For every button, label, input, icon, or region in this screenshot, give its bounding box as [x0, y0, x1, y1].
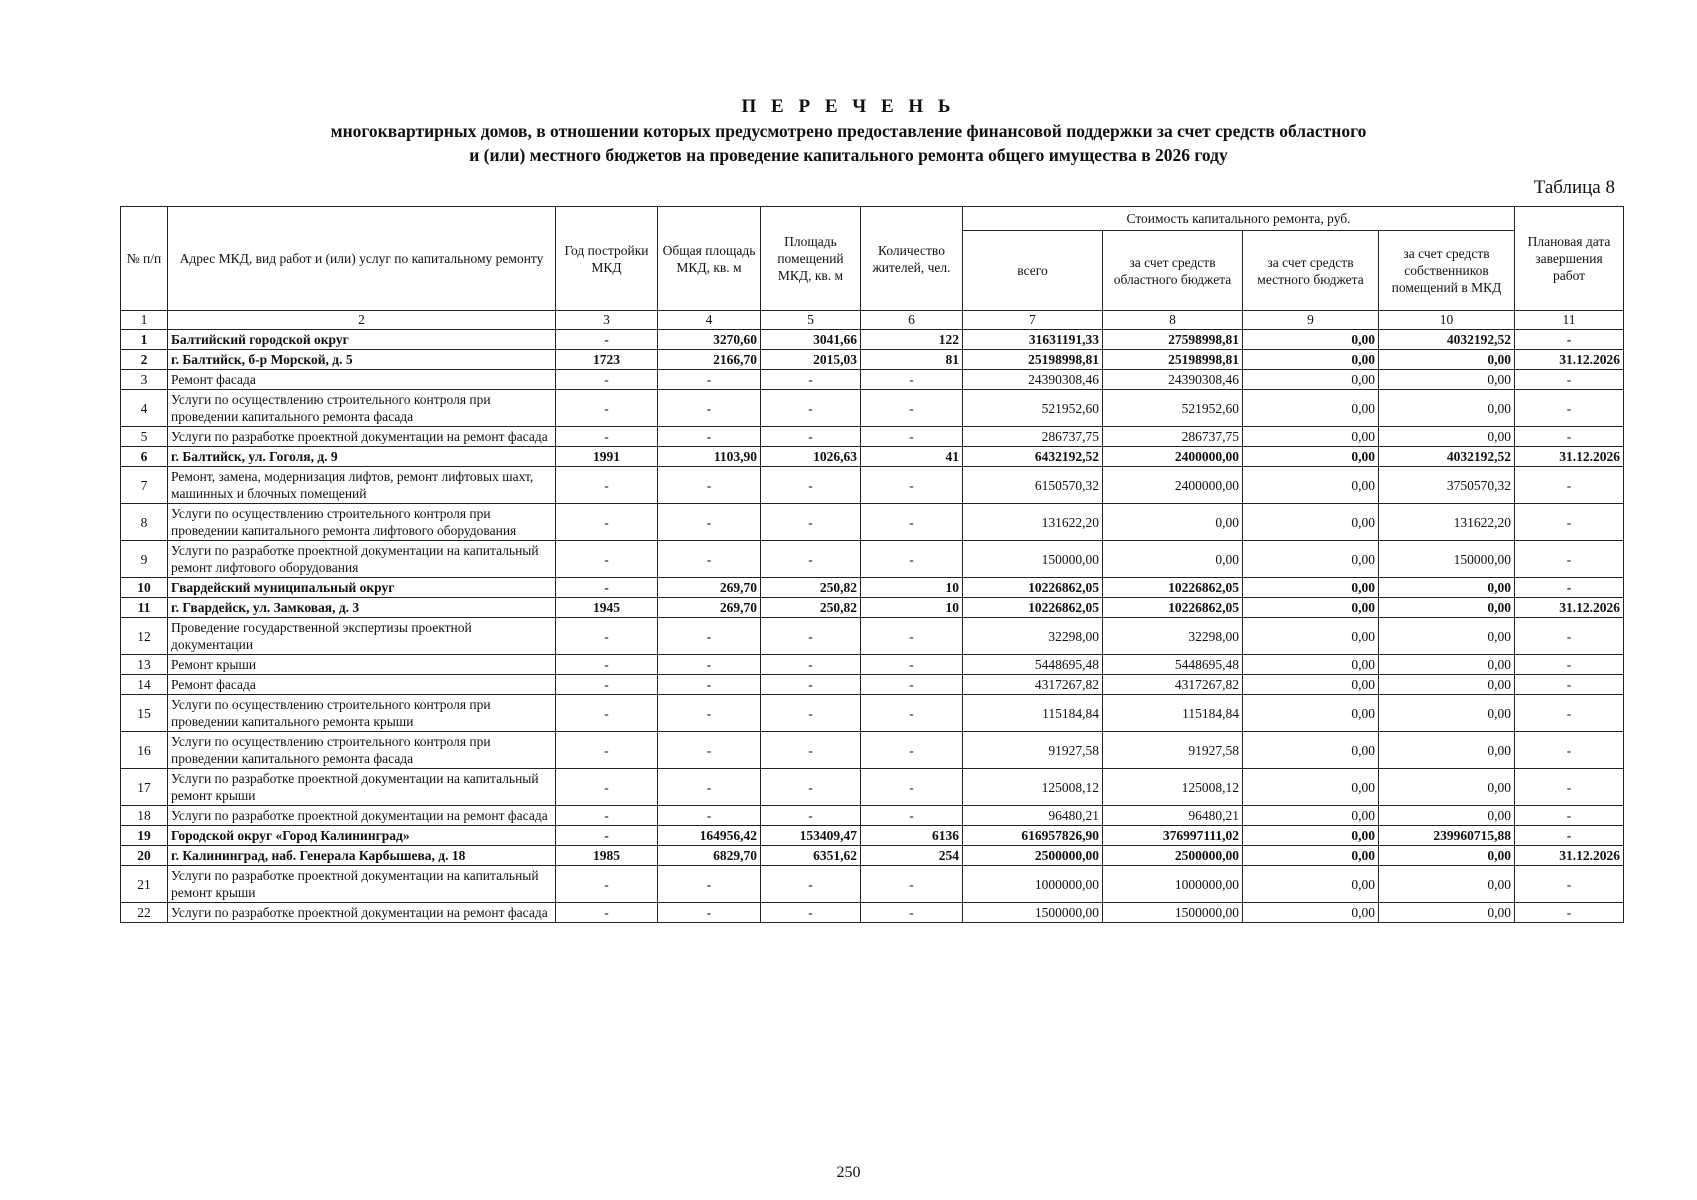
cost-regional-cell: 2400000,00	[1103, 467, 1243, 504]
cost-owners-cell: 0,00	[1379, 618, 1515, 655]
cost-local-cell: 0,00	[1243, 541, 1379, 578]
cost-total-cell: 150000,00	[963, 541, 1103, 578]
row-number-cell: 7	[121, 467, 168, 504]
column-number-cell: 4	[658, 311, 761, 330]
cost-regional-cell: 25198998,81	[1103, 350, 1243, 370]
residents-cell: -	[861, 903, 963, 923]
table-row	[121, 447, 1624, 467]
address-or-work-cell: Гвардейский муниципальный округ	[168, 578, 556, 598]
table-row	[121, 695, 1624, 732]
cost-local-cell: 0,00	[1243, 866, 1379, 903]
cost-owners-cell: 0,00	[1379, 846, 1515, 866]
planned-date-cell: -	[1515, 504, 1624, 541]
address-or-work-cell: Услуги по осуществлению строительного контроля при проведении капитального ремонта лифтового оборудования	[168, 504, 556, 541]
planned-date-cell: -	[1515, 866, 1624, 903]
row-number-cell: 11	[121, 598, 168, 618]
header-planned-date: Плановая дата завершения работ	[1515, 207, 1624, 311]
row-number-cell: 2	[121, 350, 168, 370]
build-year-cell: -	[556, 806, 658, 826]
table-row	[121, 655, 1624, 675]
cost-regional-cell: 0,00	[1103, 541, 1243, 578]
cost-regional-cell: 10226862,05	[1103, 598, 1243, 618]
cost-local-cell: 0,00	[1243, 826, 1379, 846]
premises-area-cell: 250,82	[761, 578, 861, 598]
cost-local-cell: 0,00	[1243, 675, 1379, 695]
header-year: Год постройки МКД	[556, 207, 658, 311]
cost-total-cell: 25198998,81	[963, 350, 1103, 370]
build-year-cell: -	[556, 578, 658, 598]
header-premises-area: Площадь помещений МКД, кв. м	[761, 207, 861, 311]
row-number-cell: 17	[121, 769, 168, 806]
cost-total-cell: 91927,58	[963, 732, 1103, 769]
cost-total-cell: 5448695,48	[963, 655, 1103, 675]
cost-owners-cell: 0,00	[1379, 655, 1515, 675]
column-number-row	[121, 311, 1624, 330]
premises-area-cell: 3041,66	[761, 330, 861, 350]
cost-owners-cell: 150000,00	[1379, 541, 1515, 578]
table-row	[121, 427, 1624, 447]
cost-total-cell: 521952,60	[963, 390, 1103, 427]
address-or-work-cell: Балтийский городской округ	[168, 330, 556, 350]
total-area-cell: 164956,42	[658, 826, 761, 846]
cost-total-cell: 31631191,33	[963, 330, 1103, 350]
build-year-cell: -	[556, 427, 658, 447]
header-cost-owners: за счет средств собственников помещений в МКД	[1379, 231, 1515, 311]
build-year-cell: -	[556, 504, 658, 541]
address-or-work-cell: Городской округ «Город Калининград»	[168, 826, 556, 846]
residents-cell: 122	[861, 330, 963, 350]
cost-owners-cell: 3750570,32	[1379, 467, 1515, 504]
cost-local-cell: 0,00	[1243, 598, 1379, 618]
cost-owners-cell: 0,00	[1379, 370, 1515, 390]
build-year-cell: -	[556, 330, 658, 350]
planned-date-cell: -	[1515, 618, 1624, 655]
cost-total-cell: 4317267,82	[963, 675, 1103, 695]
build-year-cell: -	[556, 541, 658, 578]
column-number-cell: 5	[761, 311, 861, 330]
planned-date-cell: 31.12.2026	[1515, 598, 1624, 618]
residents-cell: -	[861, 732, 963, 769]
address-or-work-cell: Ремонт фасада	[168, 675, 556, 695]
cost-local-cell: 0,00	[1243, 578, 1379, 598]
cost-local-cell: 0,00	[1243, 467, 1379, 504]
cost-local-cell: 0,00	[1243, 350, 1379, 370]
cost-regional-cell: 1000000,00	[1103, 866, 1243, 903]
row-number-cell: 18	[121, 806, 168, 826]
address-or-work-cell: г. Балтийск, б-р Морской, д. 5	[168, 350, 556, 370]
cost-total-cell: 125008,12	[963, 769, 1103, 806]
row-number-cell: 3	[121, 370, 168, 390]
residents-cell: -	[861, 427, 963, 447]
column-number-cell: 11	[1515, 311, 1624, 330]
address-or-work-cell: Услуги по разработке проектной документации на капитальный ремонт крыши	[168, 769, 556, 806]
table-row	[121, 618, 1624, 655]
header-num: № п/п	[121, 207, 168, 311]
residents-cell: -	[861, 675, 963, 695]
premises-area-cell: -	[761, 655, 861, 675]
build-year-cell: -	[556, 903, 658, 923]
build-year-cell: -	[556, 467, 658, 504]
document-title: П Е Р Е Ч Е Н Ь	[741, 96, 956, 117]
column-number-cell: 9	[1243, 311, 1379, 330]
column-number-cell: 3	[556, 311, 658, 330]
premises-area-cell: -	[761, 504, 861, 541]
cost-owners-cell: 0,00	[1379, 806, 1515, 826]
cost-owners-cell: 239960715,88	[1379, 826, 1515, 846]
premises-area-cell: -	[761, 732, 861, 769]
address-or-work-cell: г. Балтийск, ул. Гоголя, д. 9	[168, 447, 556, 467]
cost-owners-cell: 0,00	[1379, 350, 1515, 370]
cost-regional-cell: 286737,75	[1103, 427, 1243, 447]
cost-regional-cell: 27598998,81	[1103, 330, 1243, 350]
residents-cell: -	[861, 866, 963, 903]
table-row	[121, 350, 1624, 370]
header-residents: Количество жителей, чел.	[861, 207, 963, 311]
total-area-cell: -	[658, 655, 761, 675]
premises-area-cell: 2015,03	[761, 350, 861, 370]
premises-area-cell: 1026,63	[761, 447, 861, 467]
cost-regional-cell: 125008,12	[1103, 769, 1243, 806]
header-address: Адрес МКД, вид работ и (или) услуг по капитальному ремонту	[168, 207, 556, 311]
premises-area-cell: 6351,62	[761, 846, 861, 866]
premises-area-cell: -	[761, 769, 861, 806]
cost-owners-cell: 0,00	[1379, 866, 1515, 903]
planned-date-cell: 31.12.2026	[1515, 350, 1624, 370]
column-number-cell: 1	[121, 311, 168, 330]
residents-cell: 6136	[861, 826, 963, 846]
row-number-cell: 22	[121, 903, 168, 923]
total-area-cell: -	[658, 370, 761, 390]
cost-regional-cell: 32298,00	[1103, 618, 1243, 655]
row-number-cell: 5	[121, 427, 168, 447]
total-area-cell: -	[658, 695, 761, 732]
cost-local-cell: 0,00	[1243, 504, 1379, 541]
cost-total-cell: 96480,21	[963, 806, 1103, 826]
cost-regional-cell: 24390308,46	[1103, 370, 1243, 390]
address-or-work-cell: Услуги по осуществлению строительного контроля при проведении капитального ремонта крыши	[168, 695, 556, 732]
planned-date-cell: -	[1515, 695, 1624, 732]
cost-total-cell: 1500000,00	[963, 903, 1103, 923]
row-number-cell: 14	[121, 675, 168, 695]
address-or-work-cell: Услуги по разработке проектной документации на ремонт фасада	[168, 427, 556, 447]
cost-local-cell: 0,00	[1243, 447, 1379, 467]
table-row	[121, 578, 1624, 598]
table-row	[121, 826, 1624, 846]
row-number-cell: 4	[121, 390, 168, 427]
address-or-work-cell: Услуги по разработке проектной документации на капитальный ремонт крыши	[168, 866, 556, 903]
table-row	[121, 390, 1624, 427]
header-cost-group: Стоимость капитального ремонта, руб.	[963, 207, 1515, 231]
premises-area-cell: 153409,47	[761, 826, 861, 846]
cost-local-cell: 0,00	[1243, 390, 1379, 427]
cost-regional-cell: 115184,84	[1103, 695, 1243, 732]
planned-date-cell: -	[1515, 541, 1624, 578]
residents-cell: 41	[861, 447, 963, 467]
build-year-cell: 1985	[556, 846, 658, 866]
column-number-cell: 6	[861, 311, 963, 330]
cost-regional-cell: 521952,60	[1103, 390, 1243, 427]
cost-total-cell: 2500000,00	[963, 846, 1103, 866]
total-area-cell: -	[658, 390, 761, 427]
premises-area-cell: -	[761, 618, 861, 655]
address-or-work-cell: Ремонт фасада	[168, 370, 556, 390]
build-year-cell: -	[556, 695, 658, 732]
table-label: Таблица 8	[1533, 177, 1615, 198]
cost-regional-cell: 2400000,00	[1103, 447, 1243, 467]
residents-cell: -	[861, 806, 963, 826]
cost-owners-cell: 0,00	[1379, 675, 1515, 695]
address-or-work-cell: Услуги по разработке проектной документации на ремонт фасада	[168, 903, 556, 923]
premises-area-cell: -	[761, 427, 861, 447]
table-row	[121, 330, 1624, 350]
total-area-cell: 6829,70	[658, 846, 761, 866]
address-or-work-cell: Ремонт, замена, модернизация лифтов, ремонт лифтовых шахт, машинных и блочных помещений	[168, 467, 556, 504]
cost-owners-cell: 4032192,52	[1379, 330, 1515, 350]
build-year-cell: 1723	[556, 350, 658, 370]
planned-date-cell: -	[1515, 806, 1624, 826]
header-total-area: Общая площадь МКД, кв. м	[658, 207, 761, 311]
table-row	[121, 541, 1624, 578]
residents-cell: 254	[861, 846, 963, 866]
residents-cell: -	[861, 467, 963, 504]
cost-local-cell: 0,00	[1243, 769, 1379, 806]
column-number-cell: 7	[963, 311, 1103, 330]
table-row	[121, 370, 1624, 390]
table-row	[121, 504, 1624, 541]
premises-area-cell: -	[761, 467, 861, 504]
cost-regional-cell: 376997111,02	[1103, 826, 1243, 846]
table-row	[121, 903, 1624, 923]
table-row	[121, 806, 1624, 826]
cost-local-cell: 0,00	[1243, 370, 1379, 390]
total-area-cell: -	[658, 467, 761, 504]
cost-owners-cell: 0,00	[1379, 695, 1515, 732]
table-body	[121, 311, 1624, 923]
row-number-cell: 19	[121, 826, 168, 846]
premises-area-cell: -	[761, 370, 861, 390]
table-row	[121, 732, 1624, 769]
planned-date-cell: 31.12.2026	[1515, 846, 1624, 866]
build-year-cell: -	[556, 769, 658, 806]
cost-owners-cell: 0,00	[1379, 390, 1515, 427]
total-area-cell: -	[658, 618, 761, 655]
address-or-work-cell: Проведение государственной экспертизы проектной документации	[168, 618, 556, 655]
build-year-cell: -	[556, 866, 658, 903]
cost-local-cell: 0,00	[1243, 330, 1379, 350]
page-number: 250	[836, 1164, 861, 1181]
planned-date-cell: -	[1515, 769, 1624, 806]
table-row	[121, 598, 1624, 618]
column-number-cell: 2	[168, 311, 556, 330]
planned-date-cell: -	[1515, 330, 1624, 350]
header-cost-total: всего	[963, 231, 1103, 311]
document-subtitle-line-2: и (или) местного бюджетов на проведение капитального ремонта общего имущества в 2026 году	[469, 145, 1228, 165]
capital-repair-table	[120, 206, 1624, 923]
cost-total-cell: 1000000,00	[963, 866, 1103, 903]
total-area-cell: 3270,60	[658, 330, 761, 350]
cost-owners-cell: 0,00	[1379, 903, 1515, 923]
cost-regional-cell: 91927,58	[1103, 732, 1243, 769]
cost-total-cell: 115184,84	[963, 695, 1103, 732]
row-number-cell: 1	[121, 330, 168, 350]
build-year-cell: -	[556, 370, 658, 390]
planned-date-cell: -	[1515, 390, 1624, 427]
build-year-cell: -	[556, 618, 658, 655]
cost-total-cell: 6150570,32	[963, 467, 1103, 504]
row-number-cell: 21	[121, 866, 168, 903]
cost-total-cell: 10226862,05	[963, 598, 1103, 618]
planned-date-cell: -	[1515, 732, 1624, 769]
build-year-cell: -	[556, 675, 658, 695]
premises-area-cell: -	[761, 541, 861, 578]
table-row	[121, 769, 1624, 806]
cost-owners-cell: 0,00	[1379, 769, 1515, 806]
cost-regional-cell: 5448695,48	[1103, 655, 1243, 675]
row-number-cell: 9	[121, 541, 168, 578]
premises-area-cell: -	[761, 675, 861, 695]
row-number-cell: 13	[121, 655, 168, 675]
residents-cell: 81	[861, 350, 963, 370]
cost-total-cell: 616957826,90	[963, 826, 1103, 846]
header-cost-regional: за счет средств областного бюджета	[1103, 231, 1243, 311]
total-area-cell: 1103,90	[658, 447, 761, 467]
planned-date-cell: -	[1515, 578, 1624, 598]
row-number-cell: 10	[121, 578, 168, 598]
cost-total-cell: 286737,75	[963, 427, 1103, 447]
address-or-work-cell: Услуги по осуществлению строительного контроля при проведении капитального ремонта фасада	[168, 732, 556, 769]
address-or-work-cell: Услуги по разработке проектной документации на ремонт фасада	[168, 806, 556, 826]
cost-total-cell: 24390308,46	[963, 370, 1103, 390]
table-row	[121, 675, 1624, 695]
residents-cell: -	[861, 695, 963, 732]
residents-cell: -	[861, 390, 963, 427]
build-year-cell: -	[556, 732, 658, 769]
cost-total-cell: 32298,00	[963, 618, 1103, 655]
premises-area-cell: -	[761, 903, 861, 923]
cost-regional-cell: 10226862,05	[1103, 578, 1243, 598]
residents-cell: -	[861, 769, 963, 806]
cost-local-cell: 0,00	[1243, 695, 1379, 732]
residents-cell: -	[861, 370, 963, 390]
cost-local-cell: 0,00	[1243, 806, 1379, 826]
table-row	[121, 846, 1624, 866]
cost-regional-cell: 4317267,82	[1103, 675, 1243, 695]
residents-cell: 10	[861, 578, 963, 598]
total-area-cell: -	[658, 903, 761, 923]
row-number-cell: 6	[121, 447, 168, 467]
build-year-cell: -	[556, 826, 658, 846]
header-cost-local: за счет средств местного бюджета	[1243, 231, 1379, 311]
cost-total-cell: 131622,20	[963, 504, 1103, 541]
total-area-cell: 269,70	[658, 598, 761, 618]
planned-date-cell: -	[1515, 826, 1624, 846]
cost-local-cell: 0,00	[1243, 732, 1379, 769]
cost-regional-cell: 2500000,00	[1103, 846, 1243, 866]
table-row	[121, 866, 1624, 903]
total-area-cell: -	[658, 427, 761, 447]
cost-owners-cell: 0,00	[1379, 598, 1515, 618]
row-number-cell: 15	[121, 695, 168, 732]
cost-total-cell: 6432192,52	[963, 447, 1103, 467]
total-area-cell: -	[658, 732, 761, 769]
address-or-work-cell: г. Калининград, наб. Генерала Карбышева, д. 18	[168, 846, 556, 866]
planned-date-cell: -	[1515, 903, 1624, 923]
cost-owners-cell: 0,00	[1379, 732, 1515, 769]
cost-local-cell: 0,00	[1243, 427, 1379, 447]
premises-area-cell: 250,82	[761, 598, 861, 618]
address-or-work-cell: Услуги по разработке проектной документации на капитальный ремонт лифтового оборудования	[168, 541, 556, 578]
cost-total-cell: 10226862,05	[963, 578, 1103, 598]
build-year-cell: 1945	[556, 598, 658, 618]
cost-owners-cell: 0,00	[1379, 578, 1515, 598]
cost-owners-cell: 131622,20	[1379, 504, 1515, 541]
planned-date-cell: -	[1515, 655, 1624, 675]
row-number-cell: 16	[121, 732, 168, 769]
cost-owners-cell: 4032192,52	[1379, 447, 1515, 467]
cost-owners-cell: 0,00	[1379, 427, 1515, 447]
document-subtitle-line-1: многоквартирных домов, в отношении которых предусмотрено предоставление финансовой поддержки за счет средств областного	[330, 121, 1367, 141]
cost-regional-cell: 0,00	[1103, 504, 1243, 541]
total-area-cell: 2166,70	[658, 350, 761, 370]
total-area-cell: -	[658, 541, 761, 578]
row-number-cell: 20	[121, 846, 168, 866]
planned-date-cell: -	[1515, 427, 1624, 447]
planned-date-cell: -	[1515, 370, 1624, 390]
build-year-cell: 1991	[556, 447, 658, 467]
cost-regional-cell: 1500000,00	[1103, 903, 1243, 923]
cost-local-cell: 0,00	[1243, 903, 1379, 923]
build-year-cell: -	[556, 655, 658, 675]
address-or-work-cell: Услуги по осуществлению строительного контроля при проведении капитального ремонта фасада	[168, 390, 556, 427]
planned-date-cell: -	[1515, 467, 1624, 504]
residents-cell: -	[861, 504, 963, 541]
total-area-cell: -	[658, 504, 761, 541]
address-or-work-cell: г. Гвардейск, ул. Замковая, д. 3	[168, 598, 556, 618]
premises-area-cell: -	[761, 806, 861, 826]
row-number-cell: 12	[121, 618, 168, 655]
residents-cell: -	[861, 541, 963, 578]
residents-cell: 10	[861, 598, 963, 618]
premises-area-cell: -	[761, 695, 861, 732]
planned-date-cell: 31.12.2026	[1515, 447, 1624, 467]
cost-local-cell: 0,00	[1243, 618, 1379, 655]
column-number-cell: 10	[1379, 311, 1515, 330]
total-area-cell: 269,70	[658, 578, 761, 598]
cost-local-cell: 0,00	[1243, 655, 1379, 675]
build-year-cell: -	[556, 390, 658, 427]
cost-regional-cell: 96480,21	[1103, 806, 1243, 826]
residents-cell: -	[861, 655, 963, 675]
cost-local-cell: 0,00	[1243, 846, 1379, 866]
premises-area-cell: -	[761, 866, 861, 903]
row-number-cell: 8	[121, 504, 168, 541]
planned-date-cell: -	[1515, 675, 1624, 695]
total-area-cell: -	[658, 675, 761, 695]
column-number-cell: 8	[1103, 311, 1243, 330]
table-row	[121, 467, 1624, 504]
total-area-cell: -	[658, 769, 761, 806]
premises-area-cell: -	[761, 390, 861, 427]
total-area-cell: -	[658, 866, 761, 903]
residents-cell: -	[861, 618, 963, 655]
address-or-work-cell: Ремонт крыши	[168, 655, 556, 675]
total-area-cell: -	[658, 806, 761, 826]
